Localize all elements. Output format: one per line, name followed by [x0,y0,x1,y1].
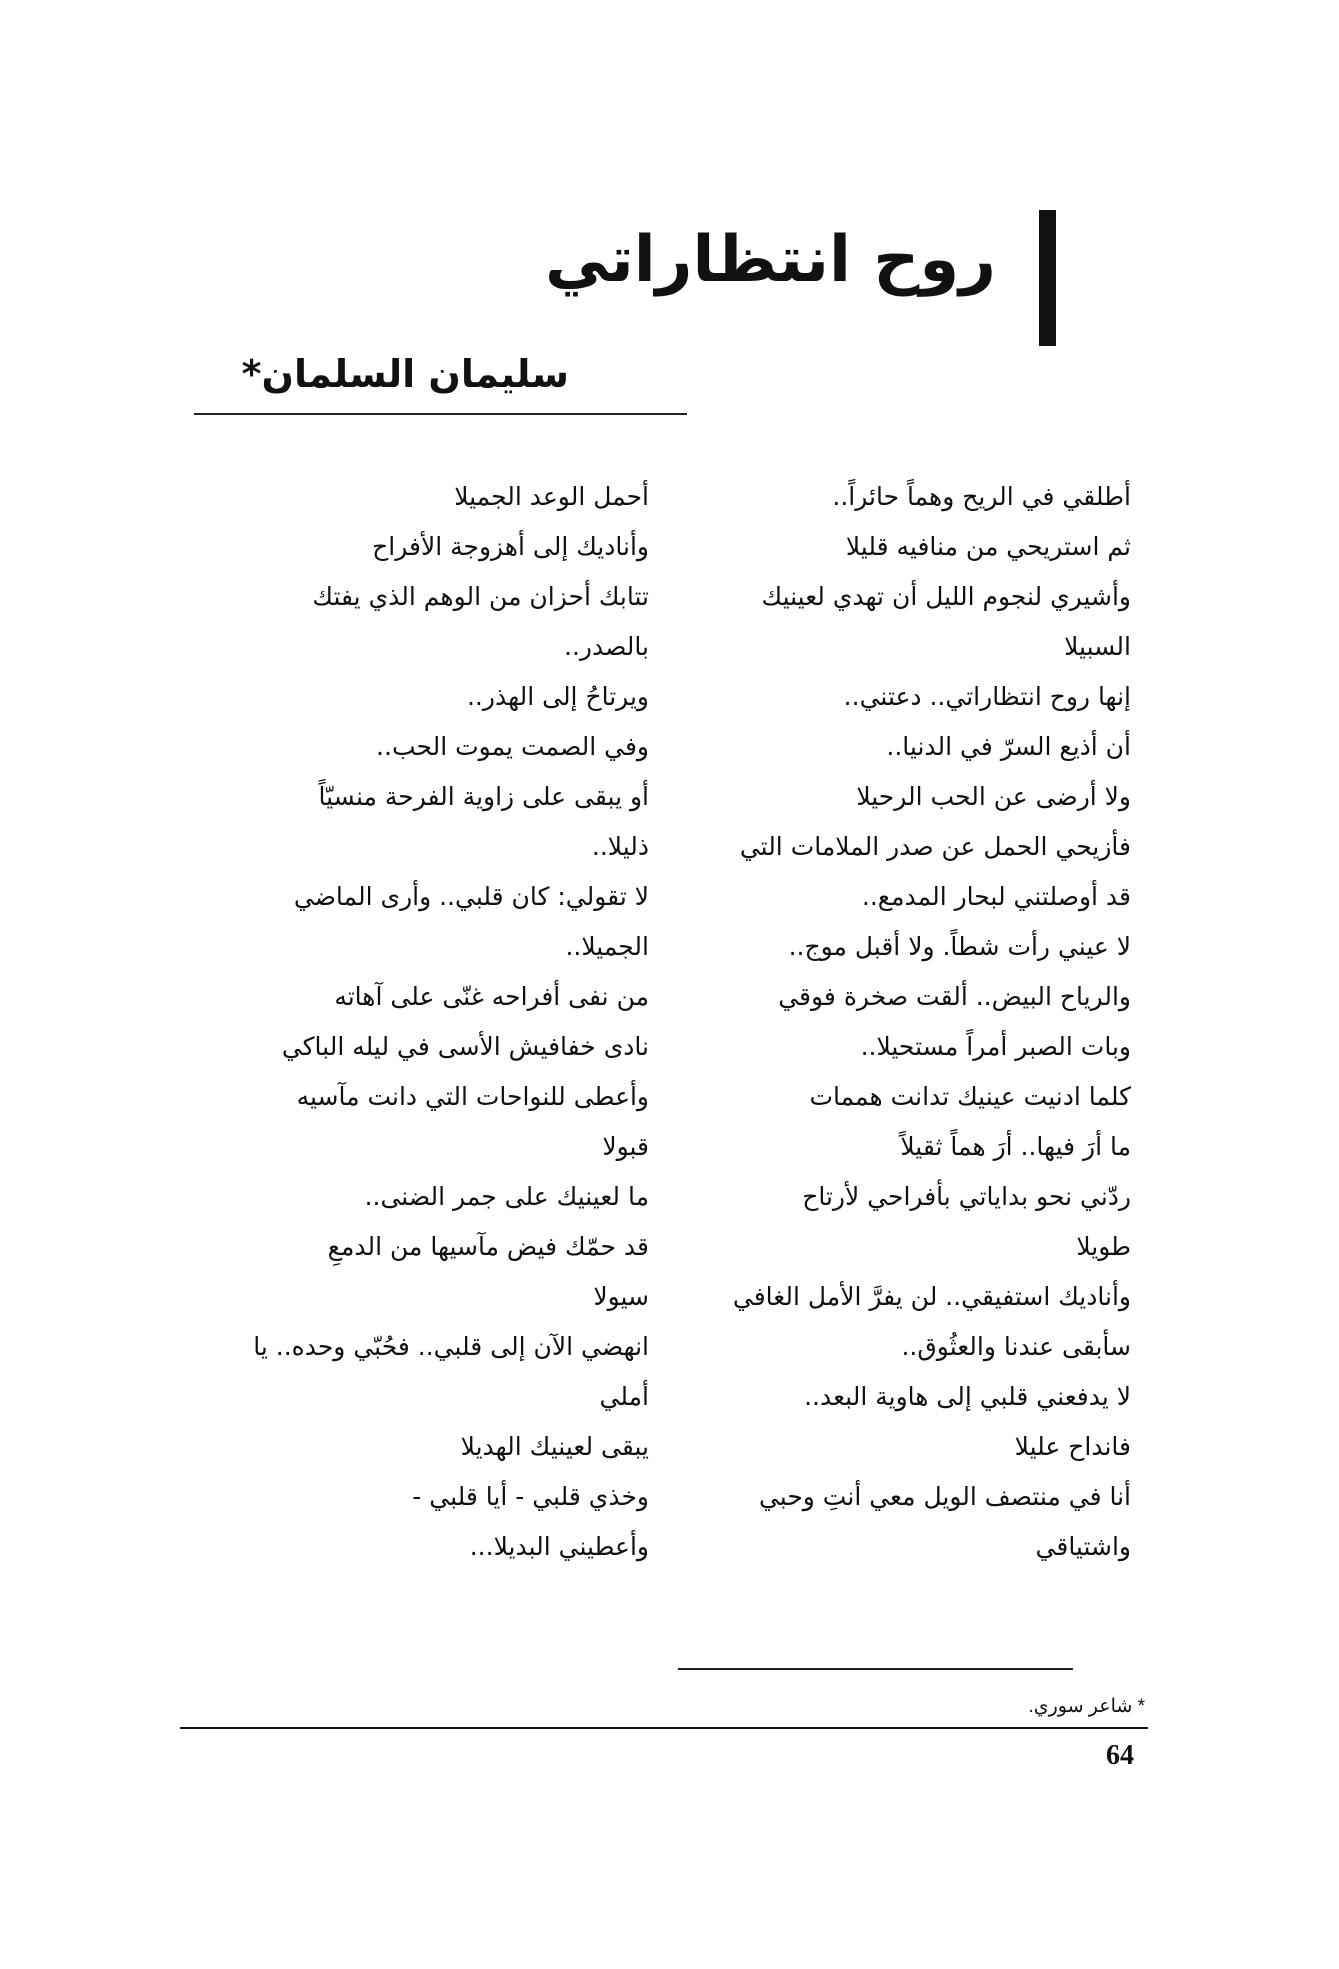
poem-line: أطلقي في الريح وهماً حائراً.. [832,482,1131,511]
poem-line: يبقى لعينيك الهديلا [460,1432,649,1461]
poem-line: فأزيحي الحمل عن صدر الملامات التي [739,832,1131,861]
poem-line: انهضي الآن إلى قلبي.. فحُبّي وحده.. يا [253,1332,649,1361]
poem-line: لا تقولي: كان قلبي.. وأرى الماضي [293,882,649,911]
poem-line: وخذي قلبي - أيا قلبي - [412,1482,649,1511]
poem-line: قبولا [602,1132,649,1161]
poem-line: قد أوصلتني لبحار المدمع.. [861,882,1131,911]
poem-line: إنها روح انتظاراتي.. دعتني.. [843,682,1131,711]
poem-line: واشتياقي [1035,1532,1131,1561]
author-name: سليمان السلمان* [241,352,569,396]
poem-line: ذليلا.. [591,832,649,861]
poem-line: وأشيري لنجوم الليل أن تهدي لعينيك [761,582,1131,611]
poem-line: تتابك أحزان من الوهم الذي يفتك [312,582,649,611]
poem-line: أن أذيع السرّ في الدنيا.. [886,732,1131,761]
poem-line: أنا في منتصف الويل معي أنتِ وحبي [758,1482,1131,1511]
poem-line: لا عيني رأت شطاً. ولا أقبل موج.. [788,932,1131,961]
poem-line: وأناديك استفيقي.. لن يفرَّ الأمل الغافي [732,1282,1131,1311]
page-number: 64 [1106,1740,1134,1771]
poem-line: ردّني نحو بداياتي بأفراحي لأرتاح [802,1182,1131,1211]
poem-line: بالصدر.. [564,632,649,661]
poem-line: السبيلا [1064,632,1131,661]
poem-line: وأعطيني البديلا... [469,1532,649,1561]
poem-line: ما لعينيك على جمر الضنى.. [364,1182,649,1211]
poem-line: سأبقى عندنا والعثُوق.. [901,1332,1131,1361]
title-accent-bar [1039,210,1056,346]
author-divider [194,413,687,415]
poem-line: ويرتاحُ إلى الهذر.. [466,682,649,711]
footnote: * شاعر سوري. [1028,1696,1145,1717]
poem-column-right [661,472,1131,1572]
poem-line: ما أرَ فيها.. أرَ هماً ثقيلاً [900,1132,1131,1161]
poem-line: لا يدفعني قلبي إلى هاوية البعد.. [804,1382,1131,1411]
poem-line: نادى خفافيش الأسى في ليله الباكي [281,1032,649,1061]
poem-line: وأعطى للنواحات التي دانت مآسيه [296,1082,649,1111]
page-bottom-rule [180,1727,1148,1729]
poem-column-left [179,472,649,1572]
poem-line: الجميلا.. [565,932,649,961]
poem-line: فانداح عليلا [1014,1432,1131,1461]
poem-line: ولا أرضى عن الحب الرحيلا [856,782,1131,811]
poem-line: وأناديك إلى أهزوجة الأفراح [372,532,649,561]
poem-line: أو يبقى على زاوية الفرحة منسيّاً [318,782,649,811]
poem-title: روح انتظاراتي [544,223,996,297]
poem-line: وبات الصبر أمراً مستحيلا.. [860,1032,1131,1061]
poem-line: من نفى أفراحه غنّى على آهاته [334,982,649,1011]
poem-line: وفي الصمت يموت الحب.. [376,732,649,761]
poem-line: قد حمّك فيض مآسيها من الدمعِ [327,1232,649,1261]
poem-line: أملي [599,1382,649,1411]
footnote-divider [678,1668,1073,1670]
poem-line: كلما ادنيت عينيك تدانت هممات [809,1082,1131,1111]
poem-line: والرياح البيض.. ألقت صخرة فوقي [778,982,1131,1011]
poem-line: سيولا [593,1282,649,1311]
poem-line: أحمل الوعد الجميلا [454,482,649,511]
poem-line: ثم استريحي من منافيه قليلا [845,532,1131,561]
poem-line: طويلا [1076,1232,1131,1261]
